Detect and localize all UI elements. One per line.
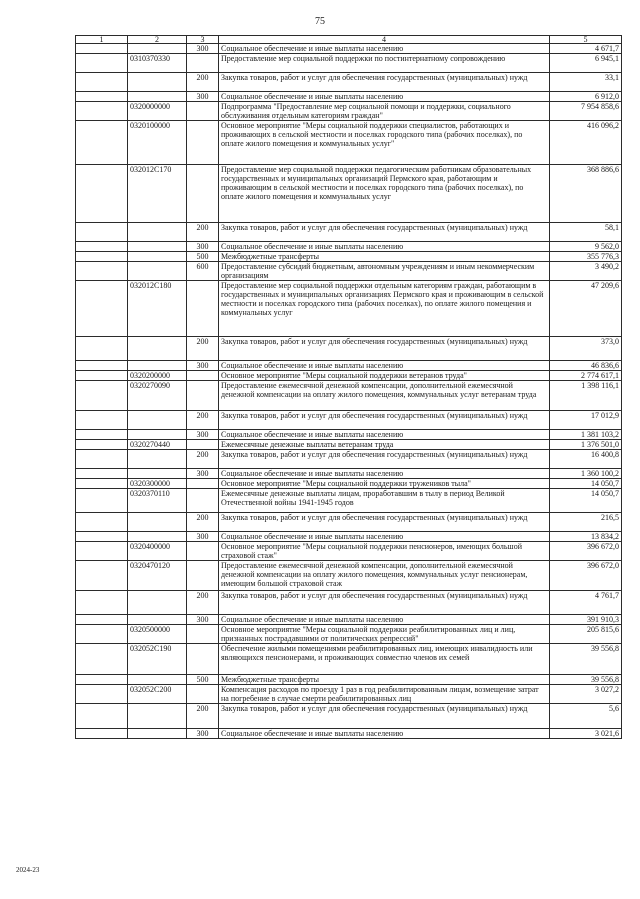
budget-table (75, 35, 622, 739)
expense-type-code-cell (187, 54, 219, 73)
section-cell (76, 281, 128, 337)
amount-cell: 1 360 100,2 (550, 469, 622, 479)
target-article-code-cell (128, 361, 187, 371)
item-name-cell: Подпрограмма "Предоставление мер социальной помощи и поддержки, социального обслуживания отдельным категориям граждан" (219, 102, 550, 121)
target-article-code-cell (128, 242, 187, 252)
table-row (76, 561, 622, 591)
table-row (76, 450, 622, 469)
target-article-code-cell: 0320270090 (128, 381, 187, 411)
table-row (76, 542, 622, 561)
table-row (76, 371, 622, 381)
table-row (76, 121, 622, 165)
amount-cell: 39 556,8 (550, 644, 622, 675)
amount-cell: 216,5 (550, 513, 622, 532)
table-row (76, 92, 622, 102)
amount-cell: 47 209,6 (550, 281, 622, 337)
section-cell (76, 479, 128, 489)
target-article-code-cell (128, 430, 187, 440)
target-article-code-cell: 0320100000 (128, 121, 187, 165)
section-cell (76, 561, 128, 591)
amount-cell: 396 672,0 (550, 542, 622, 561)
amount-cell: 368 886,6 (550, 165, 622, 223)
amount-cell: 1 376 501,0 (550, 440, 622, 450)
item-name-cell: Межбюджетные трансферты (219, 252, 550, 262)
item-name-cell: Социальное обеспечение и иные выплаты населению (219, 92, 550, 102)
target-article-code-cell: 0320470120 (128, 561, 187, 591)
target-article-code-cell (128, 729, 187, 739)
expense-type-code-cell: 500 (187, 252, 219, 262)
expense-type-code-cell (187, 685, 219, 704)
item-name-cell: Закупка товаров, работ и услуг для обеспечения государственных (муниципальных) нужд (219, 704, 550, 729)
expense-type-code-cell: 200 (187, 337, 219, 361)
section-cell (76, 489, 128, 513)
section-cell (76, 615, 128, 625)
item-name-cell: Социальное обеспечение и иные выплаты населению (219, 361, 550, 371)
target-article-code-cell (128, 223, 187, 242)
table-row (76, 223, 622, 242)
amount-cell: 39 556,8 (550, 675, 622, 685)
table-row (76, 102, 622, 121)
amount-cell: 6 945,1 (550, 54, 622, 73)
section-cell (76, 542, 128, 561)
item-name-cell: Закупка товаров, работ и услуг для обеспечения государственных (муниципальных) нужд (219, 73, 550, 92)
table-row (76, 615, 622, 625)
amount-cell: 46 836,6 (550, 361, 622, 371)
expense-type-code-cell: 300 (187, 92, 219, 102)
expense-type-code-cell: 200 (187, 450, 219, 469)
expense-type-code-cell (187, 440, 219, 450)
section-cell (76, 440, 128, 450)
item-name-cell: Социальное обеспечение и иные выплаты населению (219, 430, 550, 440)
item-name-cell: Компенсация расходов по проезду 1 раз в год реабилитированным лицам, возмещение затрат на погребение в случае смерти реабилитированных лиц (219, 685, 550, 704)
section-cell (76, 411, 128, 430)
table-row (76, 489, 622, 513)
item-name-cell: Социальное обеспечение и иные выплаты населению (219, 615, 550, 625)
amount-cell: 1 381 103,2 (550, 430, 622, 440)
section-cell (76, 92, 128, 102)
table-row (76, 252, 622, 262)
item-name-cell: Предоставление ежемесячной денежной компенсации, дополнительной ежемесячной денежной компенсации на оплату жилого помещения, коммунальных услуг ветеранам труда (219, 381, 550, 411)
table-row (76, 337, 622, 361)
section-cell (76, 469, 128, 479)
table-row (76, 644, 622, 675)
document-code: 2024-23 (16, 866, 40, 874)
expense-type-code-cell (187, 381, 219, 411)
target-article-code-cell (128, 591, 187, 615)
section-cell (76, 73, 128, 92)
section-cell (76, 430, 128, 440)
section-cell (76, 675, 128, 685)
target-article-code-cell: 0320370110 (128, 489, 187, 513)
section-cell (76, 252, 128, 262)
expense-type-code-cell: 300 (187, 44, 219, 54)
table-row (76, 281, 622, 337)
table-row (76, 73, 622, 92)
table-row (76, 262, 622, 281)
target-article-code-cell: 0320200000 (128, 371, 187, 381)
column-header-5: 5 (550, 36, 622, 44)
target-article-code-cell (128, 469, 187, 479)
amount-cell: 205 815,6 (550, 625, 622, 644)
item-name-cell: Предоставление мер социальной поддержки отдельным категориям граждан, работающим в государственных и муниципальных организациях Пермского края и проживающим в сельской местности и поселках городского типа (рабочих поселках), по оплате жилого помещения и коммунальных услуг (219, 281, 550, 337)
table-row (76, 625, 622, 644)
expense-type-code-cell (187, 489, 219, 513)
target-article-code-cell: 032012С180 (128, 281, 187, 337)
target-article-code-cell: 0320500000 (128, 625, 187, 644)
target-article-code-cell (128, 73, 187, 92)
table-row (76, 685, 622, 704)
amount-cell: 4 671,7 (550, 44, 622, 54)
expense-type-code-cell: 200 (187, 513, 219, 532)
target-article-code-cell (128, 513, 187, 532)
section-cell (76, 704, 128, 729)
section-cell (76, 513, 128, 532)
target-article-code-cell (128, 532, 187, 542)
item-name-cell: Предоставление мер социальной поддержки педагогическим работникам образовательных государственных и муниципальных организаций Пермского края, работающим и проживающим в сельской местности и поселках городского типа (рабочих поселках), по оплате жилого помещения и коммунальных услуг (219, 165, 550, 223)
section-cell (76, 591, 128, 615)
table-row (76, 729, 622, 739)
item-name-cell: Закупка товаров, работ и услуг для обеспечения государственных (муниципальных) нужд (219, 591, 550, 615)
target-article-code-cell (128, 44, 187, 54)
amount-cell: 355 776,3 (550, 252, 622, 262)
item-name-cell: Предоставление ежемесячной денежной компенсации, дополнительной ежемесячной денежной компенсации на оплату жилого помещения, коммунальных услуг пенсионерам, имеющим большой страховой стаж (219, 561, 550, 591)
target-article-code-cell (128, 262, 187, 281)
item-name-cell: Закупка товаров, работ и услуг для обеспечения государственных (муниципальных) нужд (219, 411, 550, 430)
amount-cell: 1 398 116,1 (550, 381, 622, 411)
target-article-code-cell (128, 704, 187, 729)
section-cell (76, 102, 128, 121)
column-header-2: 2 (128, 36, 187, 44)
table-row (76, 44, 622, 54)
target-article-code-cell (128, 252, 187, 262)
table-row (76, 469, 622, 479)
section-cell (76, 262, 128, 281)
section-cell (76, 644, 128, 675)
section-cell (76, 729, 128, 739)
item-name-cell: Предоставление мер социальной поддержки по постинтернатному сопровождению (219, 54, 550, 73)
expense-type-code-cell: 300 (187, 361, 219, 371)
section-cell (76, 54, 128, 73)
amount-cell: 13 834,2 (550, 532, 622, 542)
table-row (76, 440, 622, 450)
section-cell (76, 361, 128, 371)
amount-cell: 391 910,3 (550, 615, 622, 625)
amount-cell: 416 096,2 (550, 121, 622, 165)
target-article-code-cell: 032012С170 (128, 165, 187, 223)
item-name-cell: Социальное обеспечение и иные выплаты населению (219, 242, 550, 252)
expense-type-code-cell: 200 (187, 591, 219, 615)
table-row (76, 591, 622, 615)
target-article-code-cell: 032052С190 (128, 644, 187, 675)
expense-type-code-cell: 300 (187, 469, 219, 479)
target-article-code-cell (128, 615, 187, 625)
expense-type-code-cell: 200 (187, 73, 219, 92)
section-cell (76, 532, 128, 542)
target-article-code-cell (128, 450, 187, 469)
item-name-cell: Основное мероприятие "Меры социальной поддержки тружеников тыла" (219, 479, 550, 489)
amount-cell: 3 027,2 (550, 685, 622, 704)
section-cell (76, 242, 128, 252)
expense-type-code-cell (187, 625, 219, 644)
target-article-code-cell: 032052С200 (128, 685, 187, 704)
amount-cell: 14 050,7 (550, 479, 622, 489)
table-row (76, 430, 622, 440)
item-name-cell: Основное мероприятие "Меры социальной поддержки реабилитированных лиц и лиц, признанных пострадавшими от политических репрессий" (219, 625, 550, 644)
section-cell (76, 337, 128, 361)
amount-cell: 3 021,6 (550, 729, 622, 739)
expense-type-code-cell: 600 (187, 262, 219, 281)
item-name-cell: Межбюджетные трансферты (219, 675, 550, 685)
table-row (76, 381, 622, 411)
expense-type-code-cell: 200 (187, 411, 219, 430)
item-name-cell: Ежемесячные денежные выплаты лицам, проработавшим в тылу в период Великой Отечественной войны 1941-1945 годов (219, 489, 550, 513)
amount-cell: 396 672,0 (550, 561, 622, 591)
page-number: 75 (315, 16, 325, 27)
expense-type-code-cell (187, 102, 219, 121)
table-row (76, 54, 622, 73)
column-header-3: 3 (187, 36, 219, 44)
expense-type-code-cell: 500 (187, 675, 219, 685)
target-article-code-cell: 0320300000 (128, 479, 187, 489)
section-cell (76, 44, 128, 54)
amount-cell: 373,0 (550, 337, 622, 361)
section-cell (76, 625, 128, 644)
table-row (76, 361, 622, 371)
table-row (76, 675, 622, 685)
item-name-cell: Закупка товаров, работ и услуг для обеспечения государственных (муниципальных) нужд (219, 337, 550, 361)
target-article-code-cell: 0320000000 (128, 102, 187, 121)
expense-type-code-cell (187, 121, 219, 165)
column-header-1: 1 (76, 36, 128, 44)
amount-cell: 6 912,0 (550, 92, 622, 102)
section-cell (76, 381, 128, 411)
target-article-code-cell: 0320400000 (128, 542, 187, 561)
amount-cell: 17 012,9 (550, 411, 622, 430)
item-name-cell: Закупка товаров, работ и услуг для обеспечения государственных (муниципальных) нужд (219, 223, 550, 242)
section-cell (76, 685, 128, 704)
expense-type-code-cell (187, 561, 219, 591)
expense-type-code-cell: 300 (187, 242, 219, 252)
item-name-cell: Обеспечение жилыми помещениями реабилитированных лиц, имеющих инвалидность или являющихся пенсионерами, и проживающих совместно членов их семей (219, 644, 550, 675)
expense-type-code-cell (187, 644, 219, 675)
expense-type-code-cell (187, 542, 219, 561)
target-article-code-cell: 0310370330 (128, 54, 187, 73)
target-article-code-cell: 0320270440 (128, 440, 187, 450)
expense-type-code-cell (187, 281, 219, 337)
expense-type-code-cell (187, 371, 219, 381)
section-cell (76, 121, 128, 165)
expense-type-code-cell (187, 479, 219, 489)
target-article-code-cell (128, 411, 187, 430)
target-article-code-cell (128, 92, 187, 102)
item-name-cell: Социальное обеспечение и иные выплаты населению (219, 729, 550, 739)
table-row (76, 704, 622, 729)
item-name-cell: Основное мероприятие "Меры социальной поддержки ветеранов труда" (219, 371, 550, 381)
item-name-cell: Закупка товаров, работ и услуг для обеспечения государственных (муниципальных) нужд (219, 513, 550, 532)
amount-cell: 5,6 (550, 704, 622, 729)
target-article-code-cell (128, 675, 187, 685)
amount-cell: 9 562,0 (550, 242, 622, 252)
expense-type-code-cell: 300 (187, 615, 219, 625)
table-row (76, 165, 622, 223)
expense-type-code-cell: 300 (187, 532, 219, 542)
amount-cell: 14 050,7 (550, 489, 622, 513)
amount-cell: 33,1 (550, 73, 622, 92)
expense-type-code-cell: 300 (187, 729, 219, 739)
amount-cell: 3 490,2 (550, 262, 622, 281)
item-name-cell: Социальное обеспечение и иные выплаты населению (219, 469, 550, 479)
table-row (76, 411, 622, 430)
target-article-code-cell (128, 337, 187, 361)
section-cell (76, 165, 128, 223)
table-row (76, 242, 622, 252)
section-cell (76, 223, 128, 242)
table-row (76, 532, 622, 542)
expense-type-code-cell (187, 165, 219, 223)
amount-cell: 4 761,7 (550, 591, 622, 615)
item-name-cell: Социальное обеспечение и иные выплаты населению (219, 44, 550, 54)
item-name-cell: Социальное обеспечение и иные выплаты населению (219, 532, 550, 542)
item-name-cell: Предоставление субсидий бюджетным, автономным учреждениям и иным некоммерческим организациям (219, 262, 550, 281)
column-header-4: 4 (219, 36, 550, 44)
amount-cell: 7 954 858,6 (550, 102, 622, 121)
amount-cell: 2 774 617,1 (550, 371, 622, 381)
table-row (76, 479, 622, 489)
expense-type-code-cell: 200 (187, 223, 219, 242)
section-cell (76, 371, 128, 381)
expense-type-code-cell: 200 (187, 704, 219, 729)
expense-type-code-cell: 300 (187, 430, 219, 440)
table-row (76, 513, 622, 532)
item-name-cell: Ежемесячные денежные выплаты ветеранам труда (219, 440, 550, 450)
item-name-cell: Основное мероприятие "Меры социальной поддержки пенсионеров, имеющих большой страховой стаж" (219, 542, 550, 561)
column-numbers-header (76, 36, 622, 44)
amount-cell: 58,1 (550, 223, 622, 242)
item-name-cell: Основное мероприятие "Меры социальной поддержки специалистов, работающих и проживающих в сельской местности и поселках городского типа (рабочих поселках), по оплате жилого помещения и коммунальных услуг" (219, 121, 550, 165)
section-cell (76, 450, 128, 469)
item-name-cell: Закупка товаров, работ и услуг для обеспечения государственных (муниципальных) нужд (219, 450, 550, 469)
amount-cell: 16 400,8 (550, 450, 622, 469)
